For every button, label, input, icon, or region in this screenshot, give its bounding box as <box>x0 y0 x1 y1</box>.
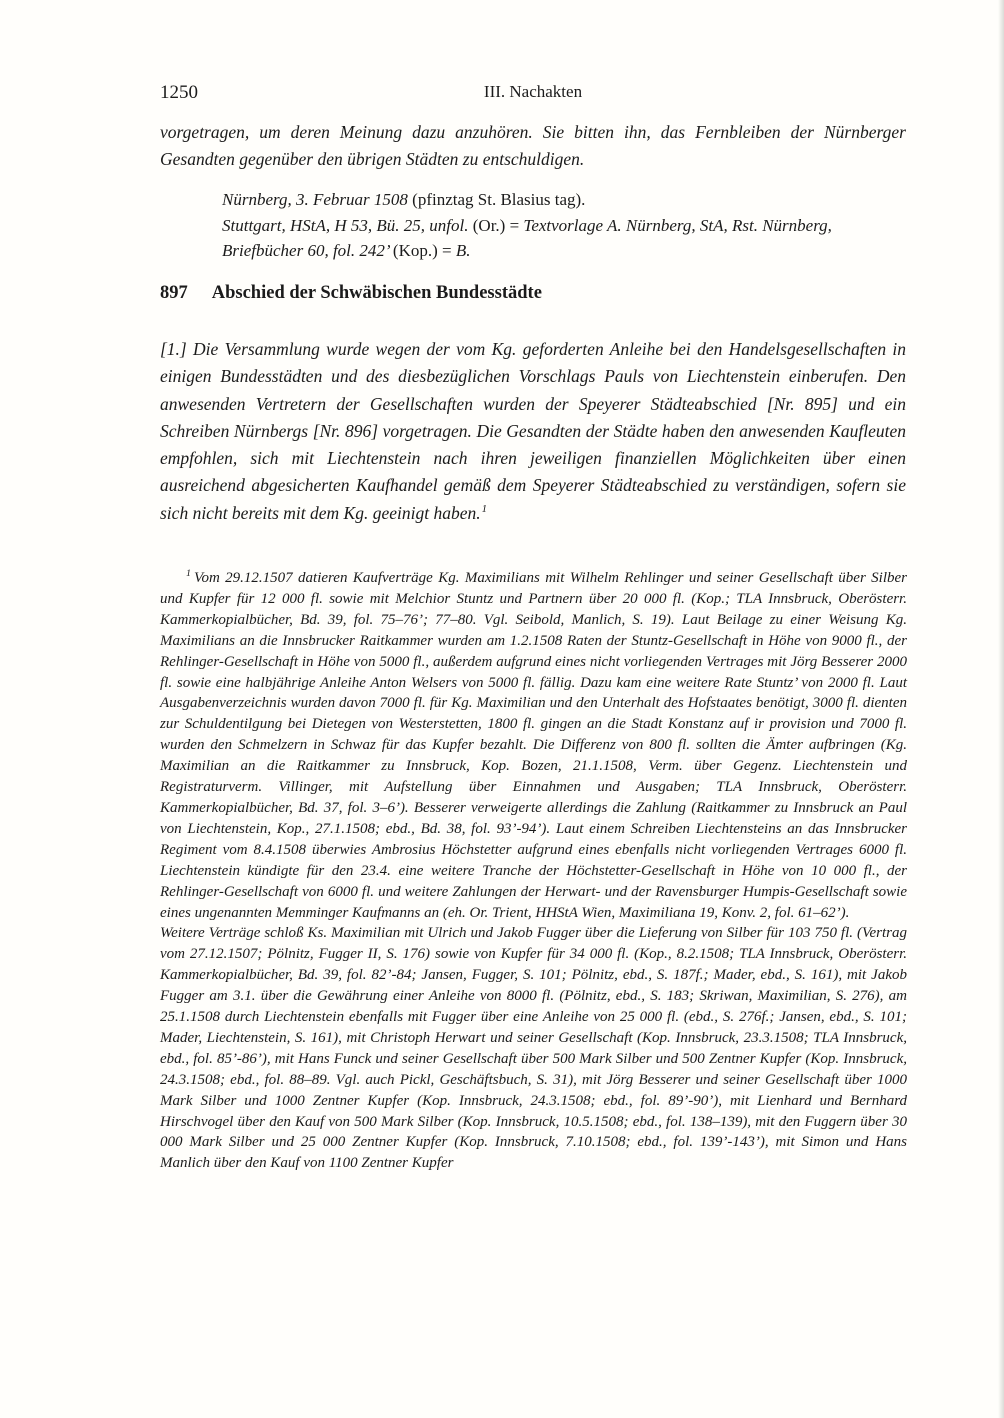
section-title: Abschied der Schwäbischen Bundesstädte <box>211 283 542 303</box>
source-date-note: (pfinztag St. Blasius tag). <box>412 190 586 209</box>
footnote-paragraph-1 <box>160 568 907 923</box>
page-number: 1250 <box>160 82 198 103</box>
section-summary <box>160 336 906 527</box>
footnote-text-2: Weitere Verträge schloß Ks. Maximilian mit Ulrich und Jakob Fugger über die Lieferung von Silber für 103 750 fl. (Vertrag vom 27.12.1507; Pölnitz, Fugger II, S. 176) sowie von Kupfer für 34 000 fl. (Kop., 8.2.1508; TLA Innsbruck, Oberösterr. Kammerkopialbücher, Bd. 39, fol. 82’-84; Jansen, Fugger, S. 101; Pölnitz, ebd., S. 187f.; Mader, ebd., S. 161), mit Jakob Fugger am 3.1. über die Gewährung einer Anleihe von 8000 fl. (Pölnitz, ebd., S. 183; Skriwan, Maximilian, S. 276), am 25.1.1508 durch Liechtenstein ebenfalls mit Fugger über eine Anleihe von 25 000 fl. (ebd., S. 276f.; Jansen, ebd., S. 101; Mader, Liechtenstein, S. 161), mit Christoph Herwart und seiner Gesellschaft (Kop. Innsbruck, 23.3.1508; TLA Innsbruck, ebd., fol. 85’-86’), mit Hans Funck und seiner Gesellschaft über 500 Mark Silber und 500 Zentner Kupfer (Kop. Innsbruck, 24.3.1508; ebd., fol. 88–89. Vgl. auch Pickl, Geschäftsbuch, S. 31), mit Jörg Besserer und seiner Gesellschaft über 1000 Mark Silber und 1000 Zentner Kupfer (Kop. Innsbruck, 24.3.1508; ebd., fol. 89’-90’), mit Lienhard und Bernhard Hirschvogel über den Kauf von 500 Mark Silber (Kop. Innsbruck, 10.5.1508; ebd., fol. 138–139), mit den Fuggern über 30 000 Mark Silber und 25 000 Zentner Kupfer (Kop. Innsbruck, 7.10.1508; ebd., fol. 139’-143’), mit Simon und Hans Manlich über den Kauf von 1100 Zentner Kupfer <box>160 925 907 1172</box>
footnote-text-1: Vom 29.12.1507 datieren Kaufverträge Kg. Maximilians mit Wilhelm Rehlinger und seiner Gesellschaft über Silber und Kupfer für 12 000 fl. sowie mit Melchior Stuntz und Partnern über 20 000 fl. (Kop.; TLA Innsbruck, Oberösterr. Kammerkopialbücher, Bd. 39, fol. 75–76’; 77–80. Vgl. Seibold, Manlich, S. 19). Laut Beilage zu einer Weisung Kg. Maximilians an die Innsbrucker Raitkammer wurden am 1.2.1508 Raten der Stuntz-Gesellschaft in Höhe von 9000 fl., der Rehlinger-Gesellschaft in Höhe von 5000 fl., außerdem aufgrund eines nicht vorliegenden Vertrages mit Jörg Besserer 2000 fl. sowie eine halbjährige Anleihe Anton Welsers von 5000 fl. fällig. Dazu kam eine weitere Rate Stuntz’ von 2000 fl. Laut Ausgabenverzeichnis wurden davon 7000 fl. für Kg. Maximilian und den Unterhalt des Hofstaates benötigt, 3000 fl. dienten zur Schuldentilgung bei Dietegen von Westerstetten, 1800 fl. gingen an die Stadt Konstanz auf ir provision und 7000 fl. wurden den Schmelzern in Schwaz für das Kupfer bezahlt. Die Differenz von 800 fl. sollten die Ämter aufbringen (Kg. Maximilian an die Raitkammer zu Innsbruck, Kop. Bozen, 21.1.1508, Verm. über Gegenz. Liechtenstein und Registraturverm. Villinger, mit Aufstellung über Einnahmen und Ausgaben; TLA Innsbruck, Oberösterr. Kammerkopialbücher, Bd. 37, fol. 3–6’). Besserer verweigerte allerdings die Zahlung (Raitkammer zu Innsbruck an Paul von Liechtenstein, Kop., 27.1.1508; ebd., Bd. 38, fol. 93’-94’). Laut einem Schreiben Liechtensteins an das Innsbrucker Regiment vom 8.4.1508 überwies Ambrosius Höchstetter aufgrund eines ebenfalls nicht vorliegenden Vertrages 6000 fl. Liechtenstein kündigte für den 23.4. eine weitere Tranche der Höchstetter-Gesellschaft in Höhe von 10 000 fl., der Rehlinger-Gesellschaft von 6000 fl. und weitere Zahlungen der Herwart- und der Ravensburger Humpis-Gesellschaft sowie eines ungenannten Memminger Kaufmanns an (eh. Or. Trient, HHStA Wien, Maximiliana 19, Konv. 2, fol. 61–62’). <box>160 570 907 921</box>
source-archive: Stuttgart, HStA, H 53, Bü. 25, unfol. <box>222 215 473 235</box>
page-header <box>160 82 906 102</box>
source-textvorlage: Textvorlage A. Nürnberg, StA, Rst. Nürnberg, Briefbücher 60, fol. 242’ <box>222 215 832 260</box>
source-siglum: B. <box>455 241 471 260</box>
source-original-note: (Or.) = <box>472 215 524 235</box>
footnote-reference: 1 <box>481 502 488 515</box>
source-copy-note: (Kop.) = <box>392 241 456 260</box>
footnote-paragraph-2 <box>160 923 907 1174</box>
section-heading <box>160 283 906 304</box>
source-date: Nürnberg, 3. Februar 1508 <box>222 190 413 209</box>
footnote-marker: 1 <box>186 568 191 579</box>
source-date-line <box>222 187 906 213</box>
section-number: 897 <box>160 283 188 303</box>
footnote-block <box>160 568 907 1174</box>
source-block <box>222 187 906 264</box>
intro-paragraph: vorgetragen, um deren Meinung dazu anzuhören. Sie bitten ihn, das Fernbleiben der Nürnberger Gesandten gegenüber den übrigen Städten zu entschuldigen. <box>160 122 906 169</box>
source-reference-line <box>222 213 906 264</box>
summary-text: [1.] Die Versammlung wurde wegen der vom Kg. geforderten Anleihe bei den Handelsgesellschaften in einigen Bundesstädten und des diesbezüglichen Vorschlags Pauls von Liechtenstein einberufen. Den anwesenden Vertretern der Gesellschaften wurden der Speyerer Städteabschied [Nr. 895] und ein Schreiben Nürnbergs [Nr. 896] vorgetragen. Die Gesandten der Städte haben den anwesenden Kaufleuten empfohlen, sich mit Liechtenstein nach ihren jeweiligen finanziellen Möglichkeiten über einen ausreichend abgesicherten Kaufhandel gemäß dem Speyerer Städteabschied zu verständigen, sofern sie sich nicht bereits mit dem Kg. geeinigt haben. <box>160 339 906 523</box>
running-head: III. Nachakten <box>483 82 583 101</box>
